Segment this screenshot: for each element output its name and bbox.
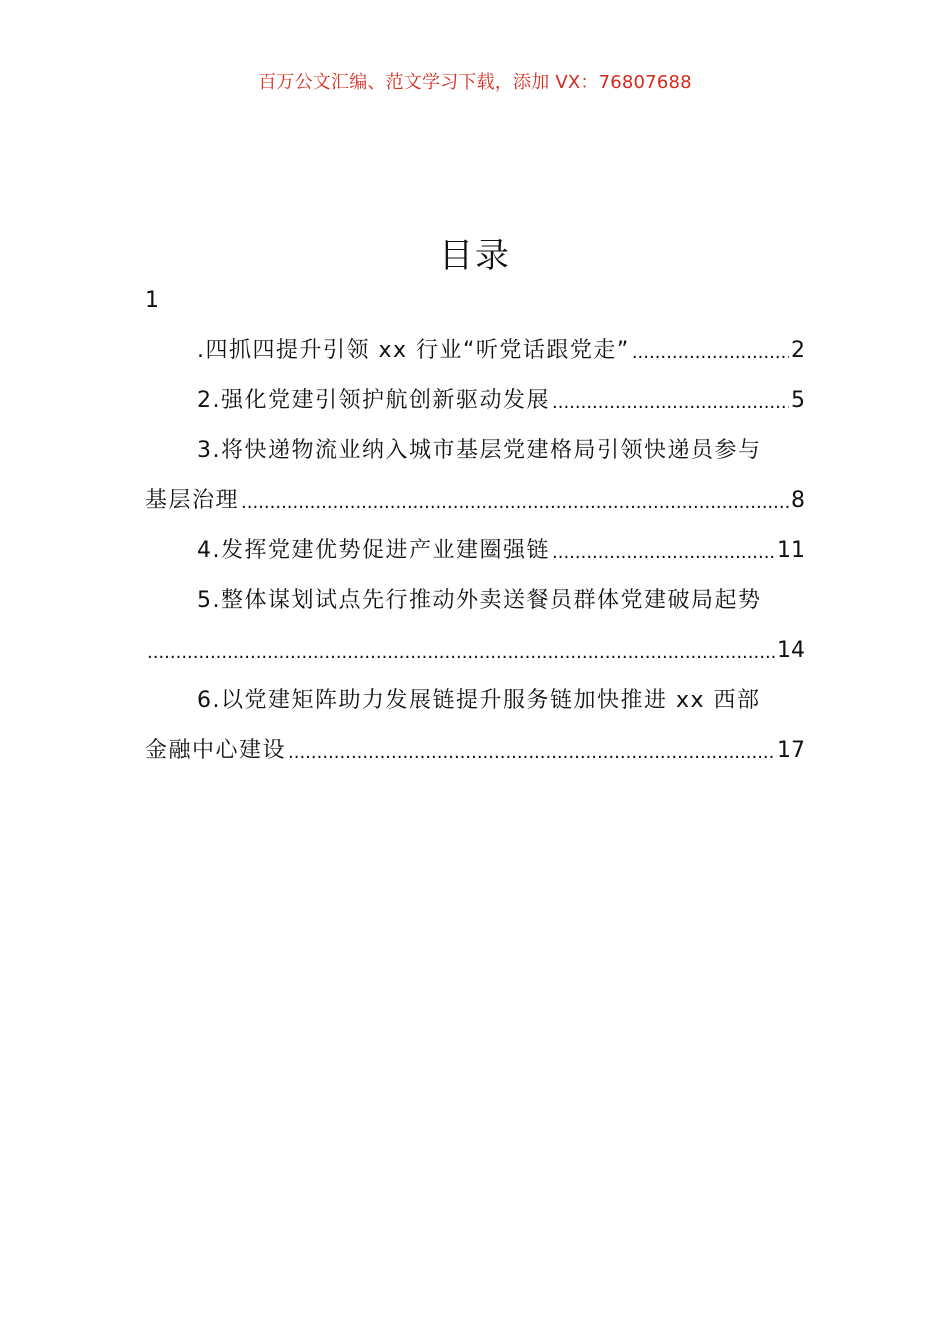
toc-first-line: 1 (145, 288, 159, 313)
toc-entry-title-continued: 基层治理 (145, 488, 240, 513)
toc-entry-4[interactable] (145, 538, 805, 564)
toc-entry-5[interactable] (145, 588, 805, 664)
table-of-contents (145, 288, 805, 788)
toc-entry-title: 5.整体谋划试点先行推动外卖送餐员群体党建破局起势 (197, 588, 762, 613)
toc-page-number: 14 (777, 638, 805, 663)
toc-entry-title: 2.强化党建引领护航创新驱动发展 (197, 388, 550, 413)
toc-leader-dots (288, 742, 775, 764)
toc-leader-dots (552, 542, 775, 564)
toc-page-number: 8 (791, 488, 805, 513)
toc-leader-dots (552, 392, 789, 414)
toc-entry-1[interactable] (145, 338, 805, 364)
toc-leader-dots (241, 492, 789, 514)
toc-page-number: 5 (791, 388, 805, 413)
toc-entry-title: 6.以党建矩阵助力发展链提升服务链加快推进 xx 西部 (197, 688, 761, 713)
toc-leader-dots (632, 342, 789, 364)
toc-entry-2[interactable] (145, 388, 805, 414)
toc-entry-title-continued: 金融中心建设 (145, 738, 287, 763)
toc-leader-dots (147, 642, 775, 664)
toc-page-number: 2 (791, 338, 805, 363)
toc-page-number: 17 (777, 738, 805, 763)
toc-page-number: 11 (777, 538, 805, 563)
toc-entry-title: 3.将快递物流业纳入城市基层党建格局引领快递员参与 (197, 438, 762, 463)
toc-entry-6[interactable] (145, 688, 805, 764)
page-title: 目录 (439, 236, 511, 276)
toc-entry-title: 4.发挥党建优势促进产业建圈强链 (197, 538, 550, 563)
toc-entry-3[interactable] (145, 438, 805, 514)
toc-entry-title: .四抓四提升引领 xx 行业“听党话跟党走” (197, 338, 630, 363)
header-note: 百万公文汇编、范文学习下载，添加 VX：76807688 (258, 72, 692, 93)
